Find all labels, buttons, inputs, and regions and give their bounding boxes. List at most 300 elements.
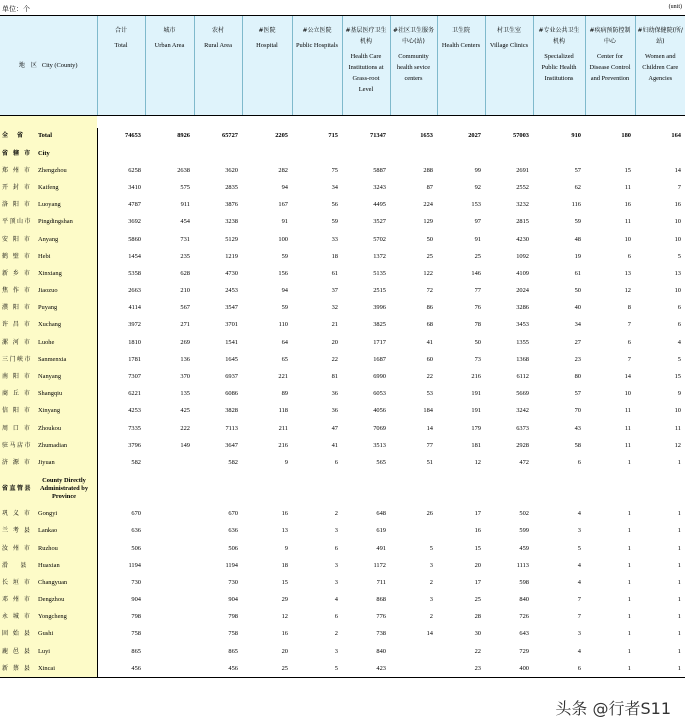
table-cell: 5669 bbox=[516, 390, 529, 398]
table-cell bbox=[242, 145, 292, 162]
table-cell: 730 bbox=[228, 578, 238, 586]
table-cell: 36 bbox=[331, 407, 338, 415]
row-label-en: City bbox=[38, 149, 50, 157]
table-cell bbox=[437, 145, 485, 162]
table-cell: 865 bbox=[228, 647, 238, 655]
table-cell: 37 bbox=[331, 287, 338, 295]
table-cell: 670 bbox=[131, 510, 141, 518]
row-label-cn: 鹤 壁 市 bbox=[2, 252, 32, 260]
table-cell: 648 bbox=[376, 510, 386, 518]
table-cell bbox=[145, 523, 194, 540]
table-cell: 1 bbox=[677, 527, 681, 535]
row-label bbox=[0, 592, 97, 609]
table-cell: 1 bbox=[627, 596, 631, 604]
table-cell: 81 bbox=[331, 373, 338, 381]
row-label-cn: 全 省 bbox=[2, 132, 25, 140]
table-cell: 4 bbox=[577, 647, 581, 655]
row-label bbox=[0, 506, 97, 523]
column-header-cn: #疾病预防控制中心 bbox=[589, 27, 631, 45]
table-cell: 506 bbox=[228, 544, 238, 552]
row-label bbox=[0, 145, 97, 162]
table-cell: 61 bbox=[331, 269, 338, 277]
table-cell: 1092 bbox=[516, 252, 529, 260]
table-cell: 3620 bbox=[225, 166, 238, 174]
row-label bbox=[0, 386, 97, 403]
table-cell bbox=[437, 472, 485, 506]
table-cell: 20 bbox=[474, 561, 481, 569]
table-cell: 2835 bbox=[225, 183, 238, 191]
table-cell: 5887 bbox=[373, 166, 386, 174]
table-cell: 94 bbox=[281, 183, 288, 191]
table-cell: 4730 bbox=[225, 269, 238, 277]
column-header-en: Total bbox=[114, 42, 128, 49]
table-cell: 670 bbox=[228, 510, 238, 518]
row-label-cn: 安 阳 市 bbox=[2, 235, 32, 243]
table-cell: 7 bbox=[677, 183, 681, 191]
table-cell bbox=[585, 145, 635, 162]
table-cell: 636 bbox=[131, 527, 141, 535]
table-cell: 43 bbox=[574, 424, 581, 432]
table-cell: 50 bbox=[426, 235, 433, 243]
row-label-cn: 周 口 市 bbox=[2, 424, 32, 432]
row-label-en: Xinxiang bbox=[38, 269, 62, 277]
column-header-cn: #基层医疗卫生机构 bbox=[345, 27, 387, 45]
table-cell: 423 bbox=[342, 660, 390, 677]
table-cell: 3 bbox=[577, 630, 581, 638]
row-label bbox=[0, 162, 97, 179]
table-cell: 4495 bbox=[373, 201, 386, 209]
table-cell: 27 bbox=[574, 338, 581, 346]
row-label-cn: 巩 义 市 bbox=[2, 510, 32, 518]
table-cell: 72 bbox=[426, 287, 433, 295]
table-cell: 5 bbox=[677, 355, 681, 363]
table-row bbox=[0, 472, 685, 506]
table-cell: 1 bbox=[585, 660, 635, 677]
row-label-cn: 漯 河 市 bbox=[2, 338, 32, 346]
table-cell bbox=[485, 145, 533, 162]
table-cell: 153 bbox=[471, 201, 481, 209]
table-cell: 57003 bbox=[513, 132, 529, 140]
table-row bbox=[0, 420, 685, 437]
table-cell: 6 bbox=[677, 321, 681, 329]
table-cell: 23 bbox=[437, 660, 485, 677]
table-cell: 2815 bbox=[516, 218, 529, 226]
row-label bbox=[0, 609, 97, 626]
row-label bbox=[0, 660, 97, 677]
table-cell: 11 bbox=[624, 407, 631, 415]
row-label-en: Kaifeng bbox=[38, 183, 59, 191]
table-cell: 5 bbox=[577, 544, 581, 552]
table-cell: 3527 bbox=[373, 218, 386, 226]
table-cell: 3972 bbox=[128, 321, 141, 329]
column-header-cn: #医院 bbox=[258, 27, 276, 34]
table-row bbox=[0, 214, 685, 231]
table-cell: 51 bbox=[426, 458, 433, 466]
row-label-en: Ruzhou bbox=[38, 544, 58, 552]
row-label-en: Pingdingshan bbox=[38, 218, 73, 226]
row-label bbox=[0, 472, 97, 506]
table-cell: 122 bbox=[423, 269, 433, 277]
table-cell bbox=[145, 506, 194, 523]
row-label-cn: 省 辖 市 bbox=[2, 149, 32, 157]
table-cell: 224 bbox=[423, 201, 433, 209]
table-cell: 502 bbox=[519, 510, 529, 518]
table-cell: 2027 bbox=[468, 132, 481, 140]
table-cell: 1113 bbox=[516, 561, 529, 569]
table-cell: 6937 bbox=[225, 373, 238, 381]
table-cell: 865 bbox=[131, 647, 141, 655]
row-label-cn: 平顶山市 bbox=[2, 218, 33, 226]
table-cell: 5358 bbox=[128, 269, 141, 277]
table-cell: 97 bbox=[474, 218, 481, 226]
row-label bbox=[0, 575, 97, 592]
table-cell: 23 bbox=[574, 355, 581, 363]
row-label-cn: 洛 阳 市 bbox=[2, 201, 32, 209]
row-label bbox=[0, 128, 97, 145]
table-row bbox=[0, 162, 685, 179]
table-cell: 110 bbox=[278, 321, 288, 329]
data-table bbox=[0, 15, 685, 678]
table-cell: 2 bbox=[429, 613, 433, 621]
table-row bbox=[0, 455, 685, 472]
column-header-en: Health Centers bbox=[441, 42, 481, 49]
table-cell bbox=[145, 609, 194, 626]
row-label bbox=[0, 643, 97, 660]
table-cell: 491 bbox=[376, 544, 386, 552]
row-label-en: Luoyang bbox=[38, 201, 61, 209]
table-cell bbox=[242, 472, 292, 506]
table-cell: 7307 bbox=[128, 373, 141, 381]
table-cell: 7 bbox=[577, 613, 581, 621]
table-cell bbox=[145, 540, 194, 557]
table-cell: 59 bbox=[331, 218, 338, 226]
row-label bbox=[0, 231, 97, 248]
table-cell: 459 bbox=[519, 544, 529, 552]
row-label-en: Hebi bbox=[38, 252, 51, 260]
table-row bbox=[0, 351, 685, 368]
table-cell: 599 bbox=[519, 527, 529, 535]
table-cell: 59 bbox=[281, 252, 288, 260]
table-cell: 3825 bbox=[373, 321, 386, 329]
table-cell: 598 bbox=[519, 578, 529, 586]
table-cell: 3286 bbox=[516, 304, 529, 312]
table-cell: 4230 bbox=[516, 235, 529, 243]
table-cell: 129 bbox=[423, 218, 433, 226]
row-label-cn: 驻马店市 bbox=[2, 441, 33, 449]
row-label-en: Luohe bbox=[38, 338, 55, 346]
table-cell: 22 bbox=[426, 373, 433, 381]
table-header bbox=[0, 16, 685, 116]
table-cell: 36 bbox=[331, 390, 338, 398]
table-cell: 456 bbox=[97, 660, 145, 677]
table-cell: 41 bbox=[331, 441, 338, 449]
column-header bbox=[485, 16, 533, 116]
column-header-en: Center for Disease Control and Prevention bbox=[589, 53, 631, 82]
table-cell: 5 bbox=[677, 252, 681, 260]
table-cell bbox=[390, 472, 437, 506]
table-cell: 15 bbox=[624, 166, 631, 174]
table-cell: 3410 bbox=[128, 183, 141, 191]
table-cell: 5 bbox=[429, 544, 433, 552]
table-cell: 10 bbox=[624, 390, 631, 398]
row-label-en: Xuchang bbox=[38, 321, 62, 329]
column-header-en: Community health sevice centers bbox=[396, 53, 431, 82]
table-cell: 6373 bbox=[516, 424, 529, 432]
table-cell: 3238 bbox=[225, 218, 238, 226]
table-cell: 91 bbox=[281, 218, 288, 226]
row-label-en: Yongcheng bbox=[38, 613, 67, 621]
row-label-cn: 鹿 邑 县 bbox=[2, 647, 32, 655]
table-cell: 2515 bbox=[373, 287, 386, 295]
table-cell: 3547 bbox=[225, 304, 238, 312]
column-header bbox=[437, 16, 485, 116]
table-cell: 619 bbox=[376, 527, 386, 535]
table-cell: 582 bbox=[131, 458, 141, 466]
table-cell: 25 bbox=[426, 252, 433, 260]
row-label-en: Zhumadian bbox=[38, 441, 68, 449]
table-cell: 1645 bbox=[225, 355, 238, 363]
table-cell: 34 bbox=[574, 321, 581, 329]
table-cell: 6 bbox=[334, 544, 338, 552]
row-label bbox=[0, 369, 97, 386]
table-cell: 425 bbox=[180, 407, 190, 415]
table-row bbox=[0, 557, 685, 574]
table-cell: 1 bbox=[677, 544, 681, 552]
row-label bbox=[0, 351, 97, 368]
column-header-en: Village Clinics bbox=[489, 42, 529, 49]
table-cell: 59 bbox=[281, 304, 288, 312]
table-cell: 56 bbox=[331, 201, 338, 209]
table-cell: 77 bbox=[426, 441, 433, 449]
table-cell: 135 bbox=[180, 390, 190, 398]
table-cell: 10 bbox=[674, 218, 681, 226]
unit-label: 单位：个 bbox=[2, 5, 30, 13]
table-cell bbox=[533, 472, 585, 506]
table-cell: 16 bbox=[281, 510, 288, 518]
table-cell: 1717 bbox=[373, 338, 386, 346]
table-cell bbox=[342, 145, 390, 162]
table-cell: 282 bbox=[278, 166, 288, 174]
row-label bbox=[0, 626, 97, 643]
row-label-en: Xinyang bbox=[38, 407, 61, 415]
table-cell: 41 bbox=[426, 338, 433, 346]
table-cell: 3796 bbox=[128, 441, 141, 449]
table-cell: 78 bbox=[474, 321, 481, 329]
row-label-en: Shangqiu bbox=[38, 390, 63, 398]
table-cell: 9 bbox=[284, 544, 288, 552]
table-cell: 7113 bbox=[225, 424, 238, 432]
row-label-en: Zhengzhou bbox=[38, 166, 67, 174]
table-cell: 1 bbox=[677, 630, 681, 638]
column-header-cn: #专业公共卫生机构 bbox=[538, 27, 580, 45]
table-cell: 8 bbox=[627, 304, 631, 312]
row-label bbox=[0, 420, 97, 437]
table-cell: 12 bbox=[674, 441, 681, 449]
table-cell: 1 bbox=[677, 647, 681, 655]
row-label-en: Xincai bbox=[38, 664, 56, 672]
column-header bbox=[145, 16, 194, 116]
row-label-cn: 兰 考 县 bbox=[2, 527, 32, 535]
table-cell: 6086 bbox=[225, 390, 238, 398]
table-cell: 1 bbox=[627, 458, 631, 466]
row-label bbox=[0, 437, 97, 454]
unit-label-en: (unit) bbox=[668, 4, 682, 10]
column-header bbox=[97, 16, 145, 116]
table-row bbox=[0, 180, 685, 197]
table-cell: 798 bbox=[228, 613, 238, 621]
column-header bbox=[194, 16, 242, 116]
table-cell: 456 bbox=[194, 660, 242, 677]
table-cell: 567 bbox=[180, 304, 190, 312]
table-cell: 6 bbox=[577, 458, 581, 466]
table-cell: 840 bbox=[519, 596, 529, 604]
table-cell: 12 bbox=[474, 458, 481, 466]
table-cell: 6112 bbox=[516, 373, 529, 381]
table-cell: 6 bbox=[627, 338, 631, 346]
table-cell: 74653 bbox=[125, 132, 141, 140]
table-cell: 1 bbox=[677, 596, 681, 604]
table-cell: 57 bbox=[574, 390, 581, 398]
row-label bbox=[0, 403, 97, 420]
table-cell: 3243 bbox=[373, 183, 386, 191]
table-cell: 116 bbox=[571, 201, 581, 209]
table-cell: 17 bbox=[474, 510, 481, 518]
row-label bbox=[0, 334, 97, 351]
table-row bbox=[0, 609, 685, 626]
table-cell: 472 bbox=[519, 458, 529, 466]
row-label-cn: 新 蔡 县 bbox=[2, 664, 32, 672]
table-cell: 18 bbox=[281, 561, 288, 569]
column-header-cn: 卫生院 bbox=[451, 27, 470, 34]
table-cell: 50 bbox=[574, 287, 581, 295]
row-label bbox=[0, 197, 97, 214]
table-cell: 48 bbox=[574, 235, 581, 243]
table-cell bbox=[585, 472, 635, 506]
table-cell: 454 bbox=[180, 218, 190, 226]
table-cell: 1 bbox=[627, 561, 631, 569]
row-label-cn: 三门峡市 bbox=[2, 355, 33, 363]
column-header-cn: #社区卫生服务中心(站) bbox=[392, 27, 435, 45]
table-row bbox=[0, 369, 685, 386]
table-cell: 14 bbox=[624, 373, 631, 381]
row-label-cn: 省直管县 bbox=[2, 485, 33, 493]
row-label-cn: 滑 县 bbox=[2, 561, 28, 569]
table-cell: 10 bbox=[624, 235, 631, 243]
table-cell: 2024 bbox=[516, 287, 529, 295]
table-cell: 2 bbox=[429, 578, 433, 586]
table-cell: 636 bbox=[228, 527, 238, 535]
table-row bbox=[0, 643, 685, 660]
row-label bbox=[0, 180, 97, 197]
column-header-cn: 农村 bbox=[211, 27, 224, 34]
table-cell: 4 bbox=[677, 338, 681, 346]
table-cell: 6258 bbox=[128, 166, 141, 174]
table-cell: 3 bbox=[577, 527, 581, 535]
row-label-cn: 新 乡 市 bbox=[2, 269, 32, 277]
table-row bbox=[0, 128, 685, 145]
table-cell: 6 bbox=[334, 458, 338, 466]
row-label-cn: 开 封 市 bbox=[2, 183, 32, 191]
table-cell: 6990 bbox=[373, 373, 386, 381]
column-header-cn: #公立医院 bbox=[302, 27, 332, 34]
table-cell: 30 bbox=[474, 630, 481, 638]
table-cell: 1810 bbox=[128, 338, 141, 346]
table-cell: 75 bbox=[331, 166, 338, 174]
table-cell: 29 bbox=[281, 596, 288, 604]
table-cell: 19 bbox=[574, 252, 581, 260]
table-cell: 3 bbox=[429, 596, 433, 604]
table-cell: 20 bbox=[281, 647, 288, 655]
row-label-en: Jiyuan bbox=[38, 458, 55, 466]
table-cell bbox=[97, 145, 145, 162]
table-cell: 1172 bbox=[373, 561, 386, 569]
table-cell: 211 bbox=[278, 424, 288, 432]
watermark-text: 头条 @行者S11 bbox=[555, 699, 671, 718]
table-cell bbox=[342, 472, 390, 506]
table-cell: 4787 bbox=[128, 201, 141, 209]
table-cell: 22 bbox=[331, 355, 338, 363]
table-cell: 1454 bbox=[128, 252, 141, 260]
row-label bbox=[0, 214, 97, 231]
table-cell: 62 bbox=[574, 183, 581, 191]
column-header bbox=[533, 16, 585, 116]
table-cell bbox=[145, 660, 194, 677]
table-cell: 167 bbox=[278, 201, 288, 209]
table-cell: 26 bbox=[426, 510, 433, 518]
table-cell: 2691 bbox=[516, 166, 529, 174]
table-row bbox=[0, 300, 685, 317]
table-row bbox=[0, 523, 685, 540]
table-cell: 628 bbox=[180, 269, 190, 277]
column-header-en: Rural Area bbox=[204, 42, 232, 49]
table-row bbox=[0, 197, 685, 214]
table-cell: 14 bbox=[674, 166, 681, 174]
table-cell: 3876 bbox=[225, 201, 238, 209]
table-cell: 32 bbox=[331, 304, 338, 312]
table-cell: 156 bbox=[278, 269, 288, 277]
table-cell: 1687 bbox=[373, 355, 386, 363]
table-cell: 6053 bbox=[373, 390, 386, 398]
table-cell: 21 bbox=[331, 321, 338, 329]
table-cell: 9 bbox=[284, 458, 288, 466]
table-cell: 5860 bbox=[128, 235, 141, 243]
table-cell: 47 bbox=[331, 424, 338, 432]
table-cell bbox=[145, 592, 194, 609]
table-cell: 53 bbox=[426, 390, 433, 398]
table-cell: 92 bbox=[474, 183, 481, 191]
table-cell: 4 bbox=[577, 510, 581, 518]
table-row bbox=[0, 317, 685, 334]
table-cell: 2453 bbox=[225, 287, 238, 295]
table-cell: 184 bbox=[423, 407, 433, 415]
table-cell: 15 bbox=[674, 373, 681, 381]
table-cell bbox=[635, 145, 685, 162]
column-header-en: Hospital bbox=[256, 42, 278, 49]
table-cell bbox=[145, 145, 194, 162]
row-label-en: Sanmenxia bbox=[38, 355, 67, 363]
table-cell: 4056 bbox=[373, 407, 386, 415]
column-header bbox=[635, 16, 685, 116]
table-cell: 50 bbox=[474, 338, 481, 346]
table-cell: 3701 bbox=[225, 321, 238, 329]
column-header bbox=[342, 16, 390, 116]
column-header bbox=[242, 16, 292, 116]
table-cell: 7335 bbox=[128, 424, 141, 432]
table-cell: 77 bbox=[474, 287, 481, 295]
table-cell: 58 bbox=[574, 441, 581, 449]
table-cell bbox=[292, 145, 342, 162]
row-label-en: Lankao bbox=[38, 527, 58, 535]
